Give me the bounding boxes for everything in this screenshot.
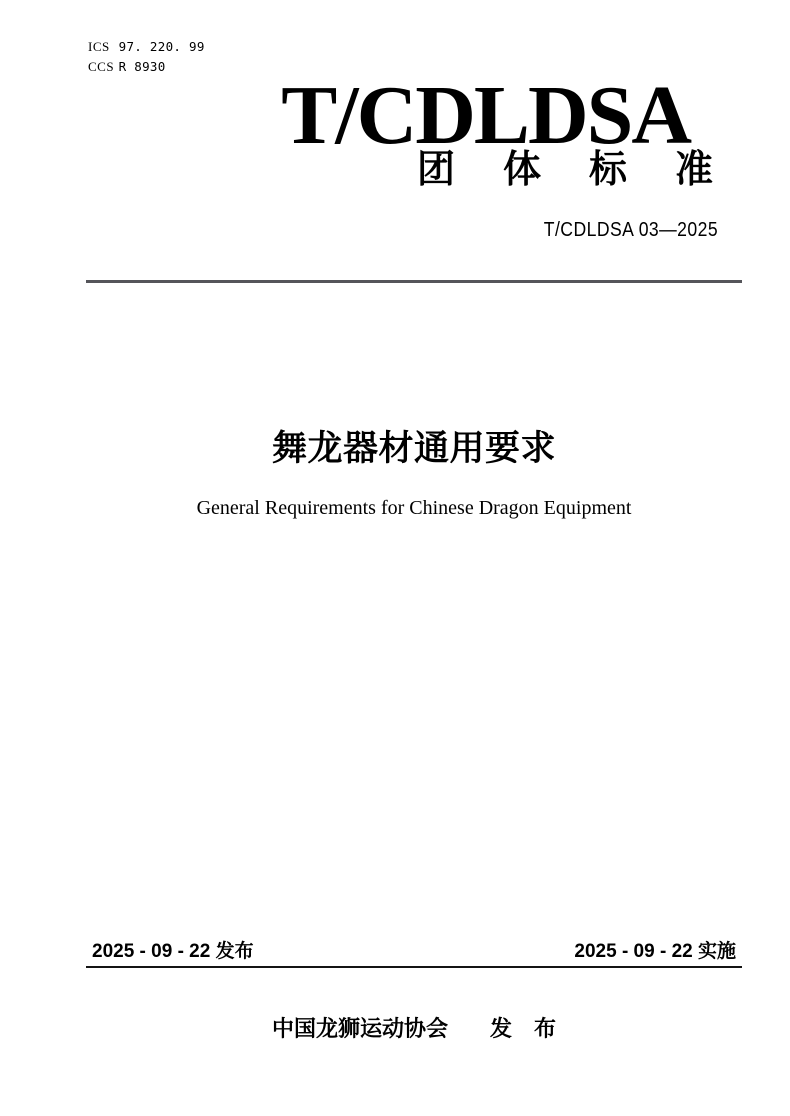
document-title-zh: 舞龙器材通用要求: [271, 429, 556, 468]
implement-date: 2025 - 09 - 22 实施: [574, 941, 736, 962]
footer-dates-row: [86, 940, 742, 964]
publisher-name: 中国龙狮运动协会: [271, 1016, 448, 1041]
ics-label: ICS: [88, 39, 110, 54]
ccs-value: R 8930: [118, 59, 166, 74]
standard-number: T/CDLDSA 03—2025: [543, 219, 718, 241]
ics-value: 97. 220. 99: [118, 39, 205, 54]
standard-type-label: 团 体 标 准: [416, 149, 718, 191]
ccs-label: CCS: [88, 59, 115, 74]
classification-codes: [88, 37, 205, 77]
publish-action-label: 发 布: [490, 1016, 557, 1041]
ccs-code-line: [88, 57, 205, 77]
standard-org-code: T/CDLDSA: [281, 69, 690, 162]
ics-code-line: [88, 37, 205, 57]
header-rule: [86, 280, 742, 283]
issue-date: 2025 - 09 - 22 发布: [92, 941, 254, 962]
footer-rule: [86, 966, 742, 968]
publisher-row: [86, 1016, 742, 1042]
document-title-en: General Requirements for Chinese Dragon Equipment: [196, 497, 632, 519]
